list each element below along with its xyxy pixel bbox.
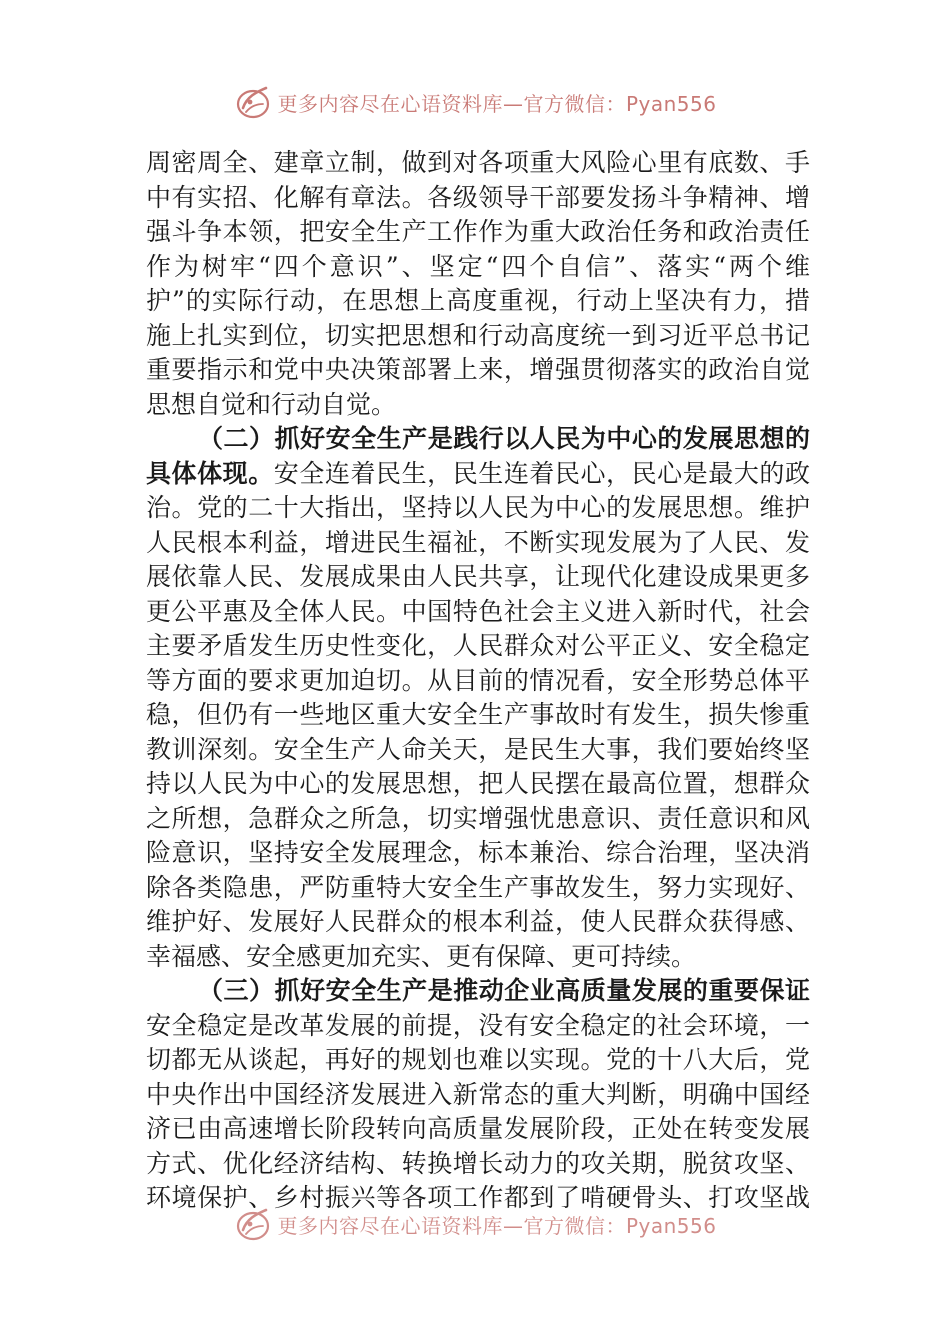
section-heading-3: （三）抓好安全生产是推动企业高质量发展的重要保证 <box>198 976 810 1005</box>
text-line: 安全稳定是改革发展的前提，没有安全稳定的社会环境，一 <box>146 1010 810 1040</box>
text-line: 强斗争本领，把安全生产工作作为重大政治任务和政治责任 <box>146 217 810 246</box>
text-line: 险意识，坚持安全发展理念，标本兼治、综合治理，坚决消 <box>146 838 810 867</box>
text-line: 作为树牢“四个意识”、坚定“四个自信”、落实“两个维 <box>146 251 810 281</box>
text-line: 除各类隐患，严防重特大安全生产事故发生，努力实现好、 <box>146 872 810 902</box>
text-line: 主要矛盾发生历史性变化，人民群众对公平正义、安全稳定 <box>146 631 810 660</box>
text-line: 之所想，急群众之所急，切实增强忧患意识、责任意识和风 <box>146 803 810 833</box>
document-body <box>146 146 810 1216</box>
brand-logo-icon <box>233 82 273 122</box>
watermark-text: 更多内容尽在心语资料库—官方微信：Pyan556 <box>277 91 717 116</box>
watermark-footer <box>0 1204 950 1244</box>
text-line: 施上扎实到位，切实把思想和行动高度统一到习近平总书记 <box>146 320 810 350</box>
section-heading-2: （二）抓好安全生产是践行以人民为中心的发展思想的 <box>198 424 810 453</box>
text-line: 周密周全、建章立制，做到对各项重大风险心里有底数、手 <box>146 148 810 177</box>
text-line: 等方面的要求更加迫切。从目前的情况看，安全形势总体平 <box>146 665 810 695</box>
text-line: 幸福感、安全感更加充实、更有保障、更可持续。 <box>146 941 697 971</box>
text-line: 思想自觉和行动自觉。 <box>146 389 397 419</box>
watermark-header <box>0 82 950 122</box>
text-line: 重要指示和党中央决策部署上来，增强贯彻落实的政治自觉 <box>146 355 810 384</box>
text-line: 中有实招、化解有章法。各级领导干部要发扬斗争精神、增 <box>146 182 810 212</box>
text-line: 切都无从谈起，再好的规划也难以实现。党的十八大后，党 <box>146 1045 810 1074</box>
text-line: 中央作出中国经济发展进入新常态的重大判断，明确中国经 <box>146 1079 810 1109</box>
brand-logo-icon <box>233 1204 273 1244</box>
watermark-text: 更多内容尽在心语资料库—官方微信：Pyan556 <box>277 1213 717 1238</box>
text-line: 方式、优化经济结构、转换增长动力的攻关期，脱贫攻坚、 <box>146 1148 810 1178</box>
text-line: 更公平惠及全体人民。中国特色社会主义进入新时代，社会 <box>146 596 810 626</box>
section-heading-2-end: 具体体现。 <box>146 458 274 488</box>
text-line: 维护好、发展好人民群众的根本利益，使人民群众获得感、 <box>146 907 810 936</box>
text-line: 展依靠人民、发展成果由人民共享，让现代化建设成果更多 <box>146 562 810 591</box>
text-line: 教训深刻。安全生产人命关天，是民生大事，我们要始终坚 <box>146 734 810 764</box>
text-line-mixed <box>146 457 810 492</box>
text-line: 护”的实际行动，在思想上高度重视，行动上坚决有力，措 <box>146 286 810 315</box>
text-line: 人民根本利益，增进民生福祉，不断实现发展为了人民、发 <box>146 527 810 557</box>
text-line: 稳，但仍有一些地区重大安全生产事故时有发生，损失惨重 <box>146 700 810 729</box>
text-line: 治。党的二十大指出，坚持以人民为中心的发展思想。维护 <box>146 493 810 522</box>
text-line: 持以人民为中心的发展思想，把人民摆在最高位置，想群众 <box>146 769 810 798</box>
paragraph-start: 安全连着民生，民生连着民心，民心是最大的政 <box>273 458 810 488</box>
text-line: 环境保护、乡村振兴等各项工作都到了啃硬骨头、打攻坚战 <box>146 1183 810 1212</box>
text-line: 济已由高速增长阶段转向高质量发展阶段，正处在转变发展 <box>146 1114 810 1143</box>
